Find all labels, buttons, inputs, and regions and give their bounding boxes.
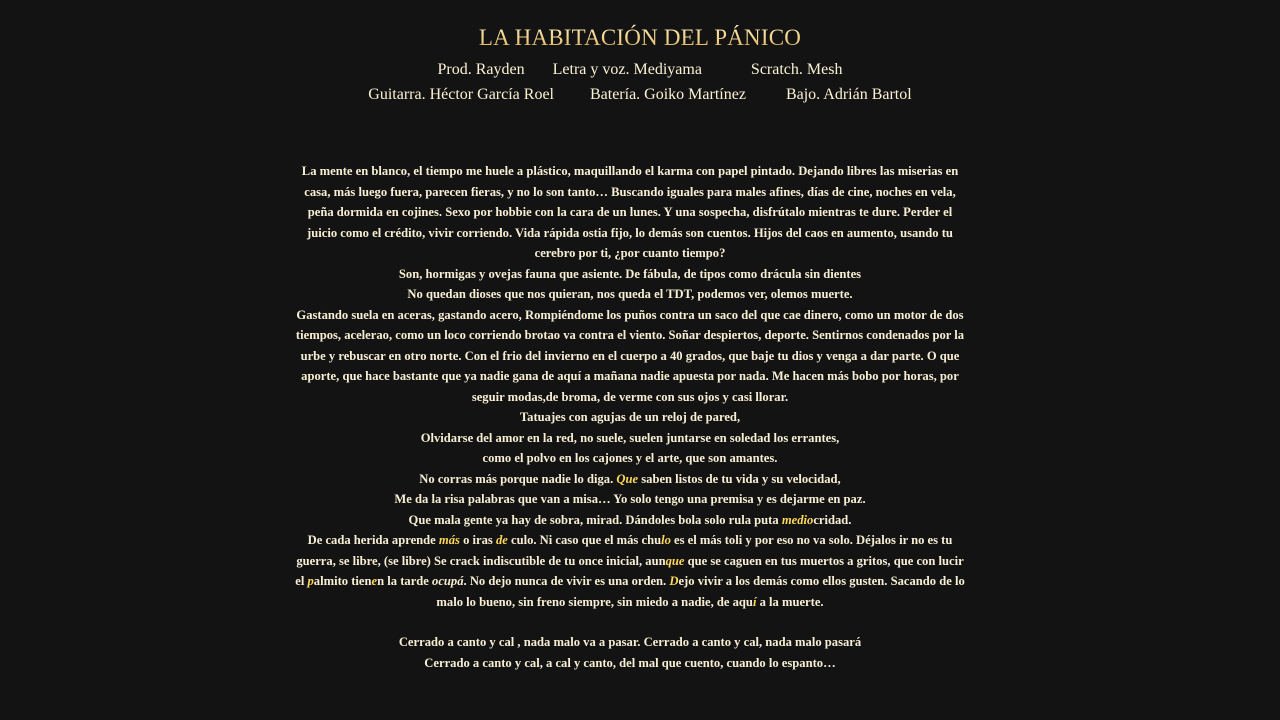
lyrics-line <box>292 469 968 490</box>
italic-word: ocupá <box>432 574 464 588</box>
lyrics-text: n la tarde <box>377 574 433 588</box>
lyrics-text: De cada herida aprende <box>307 533 439 547</box>
chorus-line-1: Cerrado a canto y cal , nada malo va a pasar. Cerrado a canto y cal, nada malo pasará <box>398 635 862 649</box>
lyrics-text: que se caguen en tus muertos a gritos, que con lucir el <box>295 553 964 588</box>
credit-guitar: Guitarra. Héctor García Roel <box>368 86 554 103</box>
credits-row-1 <box>0 57 1280 82</box>
lyrics-text: o iras <box>459 533 496 547</box>
song-header <box>0 22 1280 107</box>
lyrics-text: . No dejo nunca de vivir es una orden. <box>463 574 670 588</box>
lyrics-text: a la muerte. <box>756 594 824 609</box>
lyrics-line: No quedan dioses que nos quieran, nos queda el TDT, podemos ver, olemos muerte. <box>407 287 853 301</box>
lyrics-text: Que mala gente ya hay de sobra, mirad. Dándoles bola solo rula puta <box>408 512 782 527</box>
lyrics-text: No corras más porque nadie lo diga. <box>419 471 617 486</box>
lyrics-verse-paragraph-2: Gastando suela en aceras, gastando acero, Rompiéndome los puños contra un saco del que cae dinero, como un motor de dos tiempos, acelerao, como un loco corriendo brotao va contra el viento. Soñar despiertos, deporte. Sentirnos condenados por la urbe y rebuscar en otro norte. Con el frio del invierno en el cuerpo a 40 grados, que baje tu dios y venga a dar parte. O que aporte, que hace bastante que ya nadie gana de aquí a mañana nadie apuesta por nada. Me hacen más bobo por horas, por seguir modas,de broma, de verme con sus ojos y casi llorar. <box>295 307 965 404</box>
lyrics-line: Me da la risa palabras que van a misa… Yo solo tengo una premisa y es dejarme en paz. <box>394 492 866 506</box>
credit-bass: Bajo. Adrián Bartol <box>785 86 912 103</box>
lyrics-verse-paragraph-3 <box>292 530 968 612</box>
lyrics-body <box>292 161 968 673</box>
lyrics-line: Tatuajes con agujas de un reloj de pared, <box>519 410 741 424</box>
song-title: LA HABITACIÓN DEL PÁNICO <box>479 22 801 54</box>
lyrics-text: saben listos de tu vida y su velocidad, <box>638 471 841 486</box>
chorus-line-2: Cerrado a canto y cal, a cal y canto, del mal que cuento, cuando lo espanto… <box>424 655 836 670</box>
credit-scratch: Scratch. Mesh <box>750 61 843 78</box>
highlighted-word: que <box>665 553 685 568</box>
lyrics-text: culo. Ni caso que el más chu <box>507 533 662 547</box>
highlighted-word: de <box>495 533 508 547</box>
highlighted-word: D <box>669 574 679 588</box>
highlighted-word: p <box>307 574 314 588</box>
lyrics-text: ejo vivir a los demás como ellos gusten. Sacando de lo malo lo bueno, sin freno siempre, sin miedo a nadie, de aqu <box>436 574 965 609</box>
lyrics-line: Olvidarse del amor en la red, no suele, suelen juntarse en soledad los errantes, <box>420 430 840 445</box>
lyrics-line <box>292 510 968 531</box>
highlighted-word: Que <box>616 471 639 486</box>
lyrics-text: almito tien <box>313 574 372 588</box>
credit-lyrics-vocals: Letra y voz. Mediyama <box>552 61 702 78</box>
highlighted-word: e <box>371 574 378 588</box>
lyrics-text: cridad. <box>813 512 852 527</box>
lyrics-text: es el más toli y por eso no va solo. Déjalos ir no es tu guerra, se libre, (se libre) Se crack indiscutible de tu once inicial, aun <box>296 533 953 568</box>
credit-producer: Prod. Rayden <box>437 61 525 78</box>
highlighted-word: lo <box>661 533 671 547</box>
credit-drums: Batería. Goiko Martínez <box>589 86 746 103</box>
lyrics-verse-paragraph-1: La mente en blanco, el tiempo me huele a plástico, maquillando el karma con papel pintado. Dejando libres las miserias en casa, más luego fuera, parecen fieras, y no lo son tanto… Buscando iguales para males afines, días de cine, noches en vela, peña dormida en cojines. Sexo por hobbie con la cara de un lunes. Y una sospecha, disfrútalo mientras te dure. Perder el juicio como el crédito, vivir corriendo. Vida rápida ostia fijo, lo demás son cuentos. Hijos del caos en aumento, usando tu cerebro por ti, ¿por cuanto tiempo? <box>301 164 959 260</box>
highlighted-word: í <box>752 594 757 609</box>
highlighted-word: más <box>438 533 460 547</box>
lyrics-line: como el polvo en los cajones y el arte, que son amantes. <box>482 451 778 465</box>
highlighted-word: medio <box>781 512 814 527</box>
credits-row-2 <box>0 82 1280 107</box>
stanza-gap <box>292 612 968 632</box>
lyrics-line: Son, hormigas y ovejas fauna que asiente. De fábula, de tipos como drácula sin dientes <box>398 266 862 281</box>
